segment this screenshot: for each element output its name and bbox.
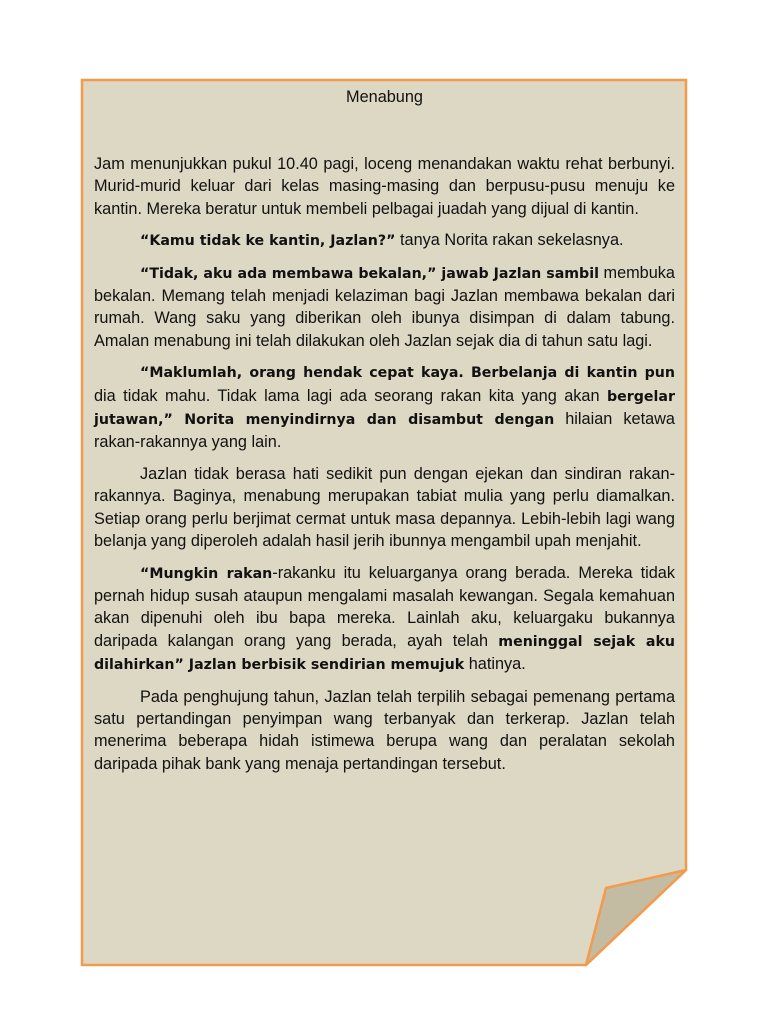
paragraph-5 — [94, 463, 675, 553]
text-run: Pada penghujung tahun, Jazlan telah terpilih sebagai pemenang pertama satu pertandingan penyimpan wang terbanyak dan terkerap. Jazlan telah menerima beberapa hidah istimewa berupa wang dan peralatan sekolah daripada pihak bank yang menaja pertandingan tersebut. — [94, 687, 675, 773]
document-body — [94, 86, 675, 906]
text-run: Jazlan tidak berasa hati sedikit pun dengan ejekan dan sindiran rakan-rakannya. Baginya, menabung merupakan tabiat mulia yang perlu diamalkan. Setiap orang perlu berjimat cermat untuk masa depannya. Lebih-lebih lagi wang belanja yang diperoleh adalah hasil jerih ibunnya mengambil upah menjahit. — [94, 464, 675, 551]
paragraph-3 — [94, 262, 675, 353]
bold-text-run: “Mungkin rakan — [140, 565, 273, 582]
text-run: tanya Norita rakan sekelasnya. — [395, 231, 624, 250]
paragraph-7 — [94, 686, 675, 776]
text-run: hilaian ketawa rakan-rakannya yang lain. — [94, 410, 675, 452]
text-run: membuka bekalan. Memang telah menjadi kelaziman bagi Jazlan membawa bekalan dari rumah. Wang saku yang diberikan oleh ibunya disimpan di dalam tabung. Amalan menabung ini telah dilakukan oleh Jazlan sejak dia di tahun satu lagi. — [94, 263, 675, 350]
text-run: hatinya. — [464, 655, 526, 674]
bold-text-run: “Tidak, aku ada membawa bekalan,” jawab Jazlan sambil — [140, 265, 599, 282]
text-run: dia tidak mahu. Tidak lama lagi ada seorang rakan kita yang akan — [94, 386, 607, 405]
bold-text-run: “Kamu tidak ke kantin, Jazlan?” — [140, 233, 396, 250]
paragraph-4 — [94, 361, 675, 454]
bold-text-run: “Maklumlah, orang hendak cepat kaya. Berbelanja di kantin pun — [140, 365, 675, 382]
bold-text-run: meninggal sejak aku dilahirkan” Jazlan berbisik sendirian memujuk — [94, 633, 675, 674]
text-run: Jam menunjukkan pukul 10.40 pagi, loceng menandakan waktu rehat berbunyi. Murid-murid keluar dari kelas masing-masing dan berpusu-pusu menuju ke kantin. Mereka beratur untuk membeli pelbagai juadah yang dijual di kantin. — [94, 155, 675, 218]
paragraph-2 — [94, 229, 675, 252]
bold-text-run: bergelar jutawan,” Norita menyindirnya dan disambut dengan — [94, 388, 675, 429]
page-title: Menabung — [346, 88, 423, 106]
text-run: -rakanku itu keluarganya orang berada. Mereka tidak pernah hidup susah ataupun mengalami masalah kewangan. Segala kemahuan akan dipenuhi oleh ibu bapa mereka. Lainlah aku, keluargaku bukannya daripada kalangan orang yang berada, ayah telah — [94, 563, 675, 650]
paragraph-6 — [94, 562, 675, 677]
paragraph-1 — [94, 153, 675, 220]
